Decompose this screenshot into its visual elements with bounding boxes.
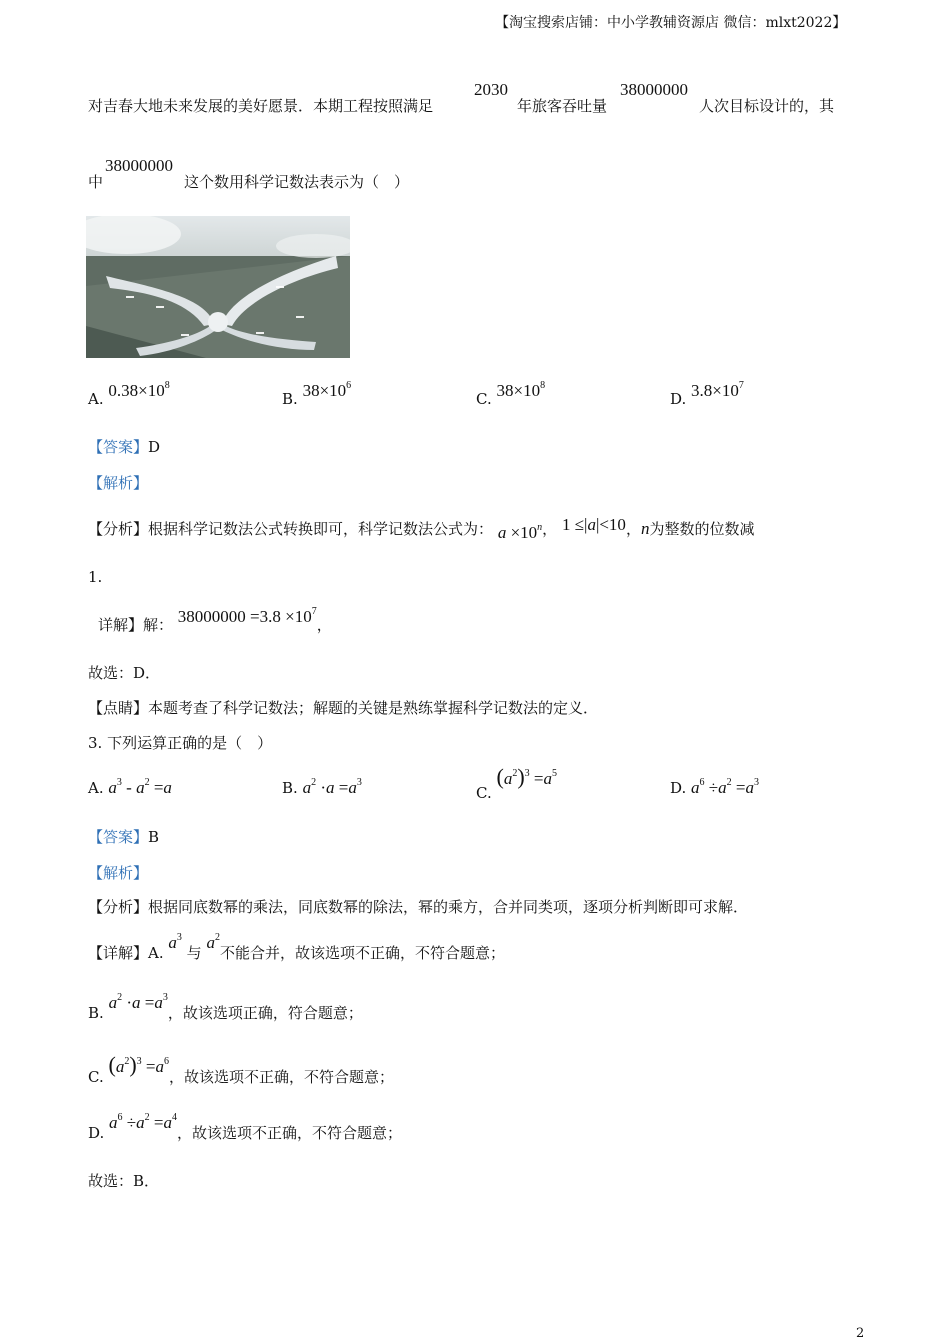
option-b-expression: $a^2 \cdot a =a^3$ [302,777,362,797]
q3-xiangjie-b [88,992,363,1023]
q2-fenxi-line2: 1. [88,568,103,586]
intro-text-1c: 人次目标设计的，其 [699,97,835,115]
airport-photo [86,216,350,358]
fenxi-comma-2: ， [625,520,641,538]
q3-xiangjie-a [88,932,505,963]
q3-conclusion: 故选：B． [88,1172,160,1190]
intro-year: 2030 [474,80,508,99]
airport-illustration [86,216,350,358]
q2-option-b [282,380,352,408]
page-number: 2 [856,1326,865,1341]
option-a-expression: $a^3 - a^2 =a$ [108,777,172,797]
page-header: 【淘宝搜索店铺：中小学教辅资源店 微信：mlxt2022】 [495,15,847,31]
intro-text-1b: 年旅客吞吐量 [517,97,608,115]
expr-b: $a^2 \cdot a =a^3$ [108,992,168,1012]
fenxi-text: 根据科学记数法公式转换即可，科学记数法公式为： [148,520,494,538]
q3-option-d [670,778,759,798]
q2-answer [88,436,160,457]
option-c-expression: $(a^2)^3 =a^5$ [496,764,557,789]
q2-conclusion: 故选：D． [88,664,161,682]
q2-option-c [476,380,546,408]
xiangjie-b-text: ，故该选项正确，符合题意； [167,1004,363,1022]
option-label: C. [476,390,492,408]
xiangjie-d-label: D. [88,1124,105,1142]
q3-option-b [282,778,362,798]
q2-dianjing [88,697,598,718]
answer-tag: 【答案】 [88,828,149,846]
expr-d: $a^6 \div a^2 =a^4$ [109,1112,177,1132]
answer-value: B [148,828,160,846]
variable-n: n [640,519,650,538]
answer-tag: 【答案】 [88,438,149,456]
fenxi-tag: 【分析】 [88,898,149,916]
xiangjie-comma: ， [316,616,332,634]
option-label: D. [670,779,687,797]
fenxi-tag: 【分析】 [88,520,149,538]
answer-value: D [148,438,161,456]
q3-stem: 3. 下列运算正确的是（ ） [88,734,273,752]
intro-text-2b: 这个数用科学记数法表示为（ ） [184,173,410,191]
xiangjie-d-text: ，故该选项不正确，不符合题意； [176,1124,402,1142]
xiangjie-c-text: ，故该选项不正确，不符合题意； [169,1068,395,1086]
q2-option-a [88,380,170,408]
xiangjie-a-text: 不能合并，故该选项不正确，不符合题意； [219,944,505,962]
option-label: C. [476,784,492,802]
q3-analysis-tag: 【解析】 [88,864,149,882]
xiangjie-and: 与 [186,944,202,962]
option-d-expression: $a^6 \div a^2 =a^3$ [691,777,759,797]
q3-xiangjie-c [88,1052,395,1088]
q3-fenxi [88,896,748,917]
q3-option-c [476,764,557,802]
expr-a-squared: $a^2$ [206,932,220,952]
dianjing-tag: 【点睛】 [88,699,149,717]
fenxi-text: 根据同底数幂的乘法，同底数幂的除法，幂的乘方，合并同类项，逐项分析判断即可求解． [148,898,749,916]
xiangjie-equation: $38000000 =3.8 \times 10^7$ [177,606,317,626]
dianjing-text: 本题考查了科学记数法；解题的关键是熟练掌握科学记数法的定义． [148,699,599,717]
option-label: D. [670,390,687,408]
q2-fenxi [88,515,755,542]
option-c-expression: $38\times 10^8$ [496,380,546,400]
option-b-expression: $38\times 10^6$ [302,380,352,400]
q2-option-d [670,380,744,408]
fenxi-text-end: 为整数的位数减 [649,520,755,538]
xiangjie-tag: 详解】解： [98,616,174,634]
q3-option-a [88,778,172,798]
formula-range: 1 ≤|a|<10 [561,515,626,534]
option-a-expression: $0.38\times 10^8$ [108,380,170,400]
option-label: B. [282,390,298,408]
fenxi-comma-1: ， [542,520,558,538]
intro-text-2a: 中 [88,173,104,191]
q2-xiangjie [98,606,332,635]
option-label: A. [88,390,104,408]
expr-a-cubed: $a^3$ [168,932,182,952]
q3-answer [88,826,159,847]
option-label: B. [282,779,298,797]
q3-xiangjie-d [88,1112,402,1143]
intro-number-2: 38000000 [105,156,173,175]
xiangjie-c-label: C. [88,1068,104,1086]
xiangjie-tag: 【详解】A. [88,944,164,962]
intro-text-1a: 对吉春大地未来发展的美好愿景．本期工程按照满足 [88,97,434,115]
formula-a-times-10n: $a \times 10^n$ [497,522,543,542]
xiangjie-b-label: B. [88,1004,104,1022]
option-d-expression: $3.8\times 10^7$ [691,380,744,400]
q2-analysis-tag: 【解析】 [88,474,149,492]
option-label: A. [88,779,104,797]
expr-c: $(a^2)^3 =a^6$ [108,1052,169,1077]
intro-number: 38000000 [620,80,688,99]
